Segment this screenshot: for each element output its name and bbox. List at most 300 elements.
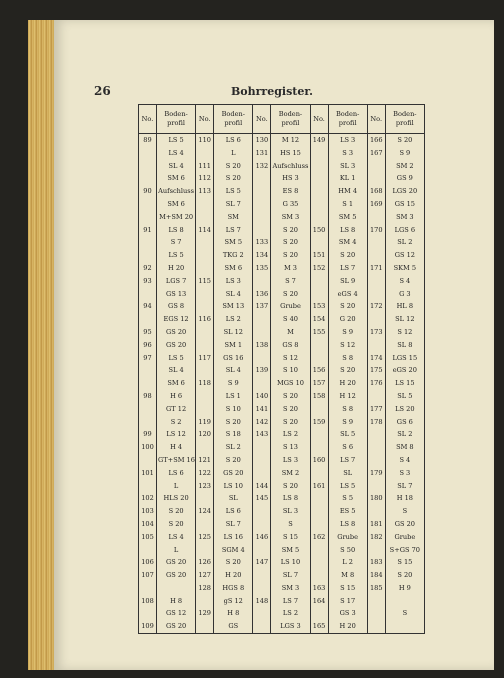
soil-profile-cell: LS 1	[214, 390, 253, 403]
boring-number-cell	[253, 313, 271, 326]
boring-number-cell	[310, 185, 328, 198]
boring-number-cell: 133	[253, 236, 271, 249]
boring-number-cell: 148	[253, 595, 271, 608]
boring-number-cell: 109	[139, 620, 157, 633]
soil-profile-cell: MGS 10	[271, 377, 310, 390]
boring-number-cell: 150	[310, 224, 328, 237]
boring-number-cell	[310, 569, 328, 582]
soil-profile-cell: SM 3	[271, 211, 310, 224]
boring-number-cell	[367, 454, 385, 467]
soil-profile-cell: SL 12	[214, 326, 253, 339]
boring-number-cell	[196, 326, 214, 339]
table-row	[139, 249, 425, 262]
column-header-no: No.	[139, 105, 157, 134]
soil-profile-cell: LS 7	[328, 262, 367, 275]
boring-number-cell: 134	[253, 249, 271, 262]
column-header-profile: Boden-profil	[214, 105, 253, 134]
soil-profile-cell: SM 5	[271, 544, 310, 557]
soil-profile-cell: S 1	[328, 198, 367, 211]
table-row	[139, 160, 425, 173]
boring-number-cell	[253, 607, 271, 620]
table-row	[139, 185, 425, 198]
soil-profile-cell: S 20	[328, 300, 367, 313]
boring-number-cell	[253, 454, 271, 467]
boring-number-cell	[367, 275, 385, 288]
soil-profile-cell: S 20	[271, 288, 310, 301]
boring-number-cell: 164	[310, 595, 328, 608]
soil-profile-cell: SM 6	[157, 198, 196, 211]
table-row	[139, 198, 425, 211]
table-row	[139, 224, 425, 237]
soil-profile-cell: S 20	[214, 416, 253, 429]
boring-number-cell	[367, 595, 385, 608]
boring-number-cell: 151	[310, 249, 328, 262]
soil-profile-cell: H 12	[328, 390, 367, 403]
boring-number-cell	[310, 236, 328, 249]
soil-profile-cell: SM 8	[385, 441, 424, 454]
boring-number-cell	[253, 224, 271, 237]
boring-number-cell	[196, 518, 214, 531]
boring-number-cell	[367, 441, 385, 454]
soil-profile-cell: GS 20	[214, 467, 253, 480]
column-header-profile: Boden-profil	[271, 105, 310, 134]
boring-number-cell: 146	[253, 531, 271, 544]
boring-number-cell: 89	[139, 134, 157, 147]
boring-number-cell: 161	[310, 480, 328, 493]
table-header	[139, 105, 425, 134]
soil-profile-cell: LS 5	[214, 185, 253, 198]
table-row	[139, 352, 425, 365]
soil-profile-cell: HS 15	[271, 147, 310, 160]
soil-profile-cell: LS 2	[214, 313, 253, 326]
boring-number-cell: 159	[310, 416, 328, 429]
boring-number-cell	[139, 377, 157, 390]
boring-number-cell	[253, 544, 271, 557]
soil-profile-cell: SM 3	[271, 582, 310, 595]
soil-profile-cell: SL 9	[328, 275, 367, 288]
column-header-profile: Boden-profil	[328, 105, 367, 134]
table-row	[139, 480, 425, 493]
soil-profile-cell: SM 2	[271, 467, 310, 480]
table-row	[139, 403, 425, 416]
boring-number-cell	[139, 147, 157, 160]
boring-number-cell: 93	[139, 275, 157, 288]
boring-number-cell	[310, 505, 328, 518]
soil-profile-cell: M+SM 20	[157, 211, 196, 224]
table-row	[139, 582, 425, 595]
table-row	[139, 595, 425, 608]
page-edges	[28, 20, 55, 670]
soil-profile-cell: S 15	[328, 582, 367, 595]
table-row	[139, 454, 425, 467]
soil-profile-cell: S 7	[157, 236, 196, 249]
table-row	[139, 620, 425, 633]
soil-profile-cell: SKM 5	[385, 262, 424, 275]
soil-profile-cell: LS 3	[271, 454, 310, 467]
soil-profile-cell: GS 15	[385, 198, 424, 211]
soil-profile-cell: GS 12	[157, 607, 196, 620]
soil-profile-cell: EGS 12	[157, 313, 196, 326]
soil-profile-cell: GS 13	[157, 288, 196, 301]
soil-profile-cell: LS 3	[328, 134, 367, 147]
soil-profile-cell: S 20	[271, 416, 310, 429]
boring-number-cell: 135	[253, 262, 271, 275]
boring-number-cell: 122	[196, 467, 214, 480]
boring-number-cell: 114	[196, 224, 214, 237]
table-row	[139, 544, 425, 557]
boring-number-cell: 120	[196, 428, 214, 441]
boring-number-cell: 173	[367, 326, 385, 339]
table-row	[139, 275, 425, 288]
boring-number-cell: 175	[367, 364, 385, 377]
boring-number-cell: 171	[367, 262, 385, 275]
soil-profile-cell: LGS 3	[271, 620, 310, 633]
boring-number-cell	[310, 607, 328, 620]
soil-profile-cell: S 10	[271, 364, 310, 377]
boring-number-cell: 103	[139, 505, 157, 518]
boring-number-cell	[253, 620, 271, 633]
soil-profile-cell: TKG 2	[214, 249, 253, 262]
boring-number-cell: 158	[310, 390, 328, 403]
soil-profile-cell: LS 8	[328, 518, 367, 531]
boring-number-cell	[367, 160, 385, 173]
soil-profile-cell: SL 7	[214, 518, 253, 531]
soil-profile-cell: S 20	[214, 556, 253, 569]
soil-profile-cell: M 8	[328, 569, 367, 582]
soil-profile-cell: GS 20	[157, 620, 196, 633]
column-header-no: No.	[310, 105, 328, 134]
soil-profile-cell: LGS 15	[385, 352, 424, 365]
boring-number-cell	[310, 556, 328, 569]
boring-number-cell: 97	[139, 352, 157, 365]
soil-profile-cell: GS 20	[385, 518, 424, 531]
boring-number-cell	[139, 454, 157, 467]
boring-number-cell: 176	[367, 377, 385, 390]
boring-number-cell: 172	[367, 300, 385, 313]
boring-number-cell: 153	[310, 300, 328, 313]
soil-profile-cell: SM 6	[214, 262, 253, 275]
soil-profile-cell: SM	[214, 211, 253, 224]
soil-profile-cell: S 13	[271, 441, 310, 454]
soil-profile-cell: S 20	[214, 160, 253, 173]
table-row	[139, 211, 425, 224]
boring-number-cell: 183	[367, 556, 385, 569]
table-row	[139, 569, 425, 582]
soil-profile-cell: ES 8	[271, 185, 310, 198]
soil-profile-cell: LS 5	[157, 249, 196, 262]
soil-profile-cell: L	[157, 544, 196, 557]
boring-number-cell: 147	[253, 556, 271, 569]
soil-profile-cell: H 20	[328, 620, 367, 633]
soil-profile-cell: SL 2	[385, 428, 424, 441]
boring-number-cell	[196, 147, 214, 160]
soil-profile-cell: SL 4	[214, 364, 253, 377]
soil-profile-cell: SL 4	[157, 364, 196, 377]
soil-profile-cell: H 8	[214, 607, 253, 620]
boring-number-cell: 184	[367, 569, 385, 582]
soil-profile-cell: GS 20	[157, 569, 196, 582]
soil-profile-cell: LS 2	[271, 607, 310, 620]
soil-profile-cell: S 20	[271, 249, 310, 262]
table-row	[139, 428, 425, 441]
soil-profile-cell: S 20	[271, 480, 310, 493]
soil-profile-cell: SM 1	[214, 339, 253, 352]
column-header-profile: Boden-profil	[157, 105, 196, 134]
boring-number-cell	[367, 505, 385, 518]
soil-profile-cell: H 20	[157, 262, 196, 275]
boring-number-cell: 119	[196, 416, 214, 429]
soil-profile-cell: L 2	[328, 556, 367, 569]
boring-number-cell	[139, 211, 157, 224]
boring-number-cell	[367, 480, 385, 493]
boring-number-cell	[367, 313, 385, 326]
soil-profile-cell: H 20	[214, 569, 253, 582]
boring-number-cell: 107	[139, 569, 157, 582]
column-header-no: No.	[196, 105, 214, 134]
soil-profile-cell: LS 6	[214, 134, 253, 147]
soil-profile-cell: S 12	[271, 352, 310, 365]
boring-number-cell	[367, 544, 385, 557]
soil-profile-cell: LS 7	[214, 224, 253, 237]
boring-number-cell: 177	[367, 403, 385, 416]
boring-number-cell: 145	[253, 492, 271, 505]
boring-number-cell	[139, 313, 157, 326]
soil-profile-cell: SM 6	[157, 377, 196, 390]
boring-number-cell	[139, 416, 157, 429]
boring-number-cell	[196, 364, 214, 377]
soil-profile-cell: SM 13	[214, 300, 253, 313]
boring-number-cell	[310, 403, 328, 416]
soil-profile-cell: Grube	[271, 300, 310, 313]
soil-profile-cell: eGS 20	[385, 364, 424, 377]
boring-number-cell	[139, 198, 157, 211]
soil-profile-cell: GS 8	[157, 300, 196, 313]
boring-number-cell	[310, 198, 328, 211]
boring-number-cell	[310, 211, 328, 224]
soil-profile-cell: LS 2	[271, 428, 310, 441]
boring-number-cell: 111	[196, 160, 214, 173]
table-row	[139, 134, 425, 147]
soil-profile-cell: GT+SM 16	[157, 454, 196, 467]
soil-profile-cell: S 20	[271, 236, 310, 249]
boring-number-cell	[196, 249, 214, 262]
soil-profile-cell: SL 4	[214, 288, 253, 301]
boring-number-cell	[139, 288, 157, 301]
table-row	[139, 364, 425, 377]
table-row	[139, 326, 425, 339]
soil-profile-cell: SL 8	[385, 339, 424, 352]
boring-number-cell: 99	[139, 428, 157, 441]
soil-profile-cell: H 6	[157, 390, 196, 403]
soil-profile-cell: Grube	[328, 531, 367, 544]
boring-number-cell: 182	[367, 531, 385, 544]
boring-number-cell: 143	[253, 428, 271, 441]
boring-number-cell	[139, 582, 157, 595]
soil-profile-cell: SL 7	[271, 569, 310, 582]
soil-profile-cell: ES 5	[328, 505, 367, 518]
soil-profile-cell: LGS 7	[157, 275, 196, 288]
boring-number-cell: 155	[310, 326, 328, 339]
table-row	[139, 467, 425, 480]
soil-profile-cell: LS 6	[157, 467, 196, 480]
boring-number-cell	[310, 428, 328, 441]
soil-profile-cell: S 9	[328, 326, 367, 339]
boring-number-cell	[196, 198, 214, 211]
boring-number-cell: 91	[139, 224, 157, 237]
page-title: Bohrregister.	[231, 85, 313, 98]
soil-profile-cell: SL 2	[385, 236, 424, 249]
soil-profile-cell: HLS 20	[157, 492, 196, 505]
boring-number-cell	[367, 236, 385, 249]
soil-profile-cell: S 20	[271, 403, 310, 416]
soil-profile-cell: KL 1	[328, 172, 367, 185]
table-row	[139, 441, 425, 454]
boring-number-cell: 131	[253, 147, 271, 160]
soil-profile-cell: S 50	[328, 544, 367, 557]
soil-profile-cell: H 8	[157, 595, 196, 608]
table-row	[139, 556, 425, 569]
soil-profile-cell: S	[271, 518, 310, 531]
soil-profile-cell: LS 5	[157, 134, 196, 147]
boring-number-cell: 126	[196, 556, 214, 569]
soil-profile-cell: S 17	[328, 595, 367, 608]
soil-profile-cell: L	[214, 147, 253, 160]
soil-profile-cell: SM 3	[385, 211, 424, 224]
boring-number-cell	[253, 211, 271, 224]
soil-profile-cell: S 20	[385, 569, 424, 582]
soil-profile-cell: H 18	[385, 492, 424, 505]
soil-profile-cell: S 20	[271, 224, 310, 237]
soil-profile-cell: LS 4	[157, 147, 196, 160]
boring-number-cell	[310, 288, 328, 301]
soil-profile-cell: M 12	[271, 134, 310, 147]
soil-profile-cell: H 4	[157, 441, 196, 454]
boring-number-cell	[310, 339, 328, 352]
boring-number-cell: 130	[253, 134, 271, 147]
boring-number-cell: 140	[253, 390, 271, 403]
boring-number-cell: 167	[367, 147, 385, 160]
boring-number-cell	[196, 288, 214, 301]
boring-number-cell: 149	[310, 134, 328, 147]
boring-number-cell	[367, 390, 385, 403]
boring-number-cell	[310, 467, 328, 480]
boring-number-cell	[196, 300, 214, 313]
table-row	[139, 147, 425, 160]
soil-profile-cell: LS 8	[157, 224, 196, 237]
soil-profile-cell: S 12	[328, 339, 367, 352]
soil-profile-cell: S 9	[328, 416, 367, 429]
table-body	[139, 134, 425, 634]
table-row	[139, 531, 425, 544]
soil-profile-cell: S 18	[214, 428, 253, 441]
soil-profile-cell: SL 4	[157, 160, 196, 173]
soil-profile-cell: GS 16	[214, 352, 253, 365]
soil-profile-cell: S 7	[271, 275, 310, 288]
boring-number-cell: 166	[367, 134, 385, 147]
boring-number-cell	[367, 428, 385, 441]
boring-number-cell: 154	[310, 313, 328, 326]
boring-number-cell	[367, 172, 385, 185]
soil-profile-cell: SL	[328, 467, 367, 480]
soil-profile-cell: LS 12	[157, 428, 196, 441]
boring-number-cell: 144	[253, 480, 271, 493]
boring-number-cell: 112	[196, 172, 214, 185]
boring-number-cell: 174	[367, 352, 385, 365]
soil-profile-cell: S 20	[157, 518, 196, 531]
soil-profile-cell: S 15	[385, 556, 424, 569]
boring-number-cell	[367, 607, 385, 620]
boring-number-cell	[253, 441, 271, 454]
boring-number-cell	[253, 172, 271, 185]
soil-profile-cell: LS 20	[385, 403, 424, 416]
boring-number-cell	[253, 518, 271, 531]
soil-profile-cell: L	[157, 480, 196, 493]
boring-number-cell	[310, 492, 328, 505]
boring-number-cell	[196, 211, 214, 224]
soil-profile-cell: LS 4	[157, 531, 196, 544]
boring-number-cell: 127	[196, 569, 214, 582]
boring-number-cell: 132	[253, 160, 271, 173]
boring-number-cell: 179	[367, 467, 385, 480]
boring-number-cell: 137	[253, 300, 271, 313]
soil-profile-cell: GS	[214, 620, 253, 633]
soil-profile-cell: SL 7	[385, 480, 424, 493]
boring-number-cell: 180	[367, 492, 385, 505]
boring-number-cell	[139, 236, 157, 249]
soil-profile-cell: SL	[214, 492, 253, 505]
boring-number-cell: 98	[139, 390, 157, 403]
soil-profile-cell: S 9	[385, 147, 424, 160]
soil-profile-cell: SL 5	[385, 390, 424, 403]
table-row	[139, 262, 425, 275]
soil-profile-cell: SM 4	[328, 236, 367, 249]
boring-number-cell	[139, 249, 157, 262]
boring-number-cell: 185	[367, 582, 385, 595]
soil-profile-cell: S 9	[214, 377, 253, 390]
boring-number-cell: 136	[253, 288, 271, 301]
soil-profile-cell: S 20	[328, 249, 367, 262]
soil-profile-cell: LS 15	[385, 377, 424, 390]
boring-number-cell	[253, 467, 271, 480]
page-header	[94, 84, 450, 100]
boring-number-cell: 128	[196, 582, 214, 595]
table-row	[139, 300, 425, 313]
soil-profile-cell: S 20	[328, 364, 367, 377]
boring-number-cell	[139, 480, 157, 493]
boring-number-cell: 138	[253, 339, 271, 352]
soil-profile-cell: LS 8	[271, 492, 310, 505]
boring-number-cell: 104	[139, 518, 157, 531]
soil-profile-cell: S	[385, 505, 424, 518]
boring-number-cell	[196, 236, 214, 249]
soil-profile-cell: S 3	[328, 147, 367, 160]
soil-profile-cell: S 20	[214, 454, 253, 467]
boring-number-cell: 117	[196, 352, 214, 365]
boring-number-cell: 165	[310, 620, 328, 633]
boring-number-cell: 156	[310, 364, 328, 377]
boring-number-cell	[253, 275, 271, 288]
soil-profile-cell: S 5	[328, 492, 367, 505]
soil-profile-cell: G 3	[385, 288, 424, 301]
soil-profile-cell: S+GS 70	[385, 544, 424, 557]
soil-profile-cell: LS 5	[157, 352, 196, 365]
soil-profile-cell: LS 5	[328, 480, 367, 493]
boring-number-cell	[310, 160, 328, 173]
page-number: 26	[94, 84, 111, 98]
boring-number-cell	[310, 172, 328, 185]
boring-number-cell	[253, 326, 271, 339]
soil-profile-cell: GS 6	[385, 416, 424, 429]
